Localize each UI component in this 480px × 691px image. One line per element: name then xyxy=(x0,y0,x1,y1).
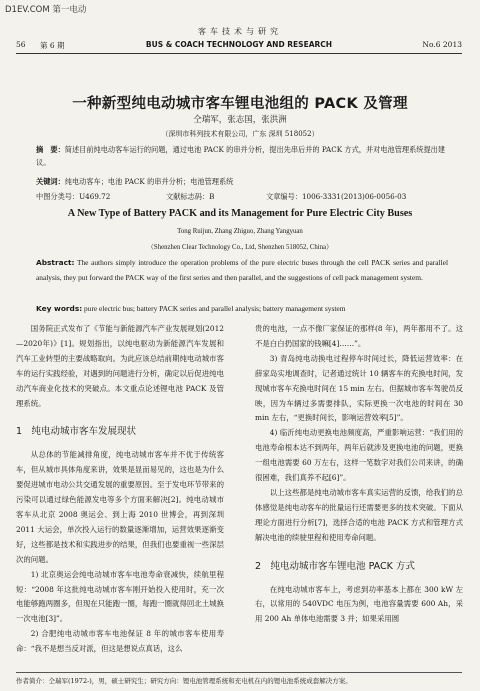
abstract-en-text: The authors simply introduce the operation problems of the pure electric buses through the cell PACK series and parallel analysis, they put forward the PACK way of the first series and then parallel, and the suggestions of cell pack management system. xyxy=(36,258,448,282)
paper-title-cn: 一种新型纯电动城市客车锂电池组的 PACK 及管理 xyxy=(72,96,408,112)
body-column-right xyxy=(255,322,463,627)
keywords-en xyxy=(36,304,448,313)
body-paragraph: 贵的电池，一点不像厂家保证的那样(8 年)，两年都用不了。这不是白白扔国家的钱嘛[4]……”。 xyxy=(255,324,463,348)
body-paragraph: 2) 合肥纯电动城市客车电池保证 8 年的城市客车使用寿命：“我不是想当反对派，但这是想说点真话，这么 xyxy=(16,629,224,654)
body-paragraph: 1) 北京奥运会纯电动城市客车电池寿命衰减快，续航里程短：“2008 年这批纯电动城市客车刚开始投入使用时，充一次电能够跑两圈多，但现在只能跑一圈，每跑一圈就得回北土城换一次电池[3]”。 xyxy=(16,569,224,624)
body-paragraph: 从总体的节能减排角度，纯电动城市客车并不优于传统客车，但从城市具体角度来讲，效果是显而易见的，这也是为什么要促进城市电动公共交通发展的重要原因。至于发电环节带来的污染可以通过绿色能源发电等多个方面来解决[2]。纯电动城市客车从北京 2008 奥运会、到上海 2010 世博会，再到深圳 2011 大运会，单次投入运行的数量逐渐增加，运营效果逐渐变好，这些都是技术和实践进步的结果，但我们也要重视一些深层次的问题。 xyxy=(16,450,224,564)
section-2-heading: 2 纯电动城市客车锂电池 PACK 方式 xyxy=(255,560,415,572)
authors-cn: 仝瑞军，张志国，张洪洲 xyxy=(193,115,287,125)
body-column-left xyxy=(16,322,224,657)
site-watermark: D1EV.COM 第一电动 xyxy=(5,5,87,15)
paper-title-en: A New Type of Battery PACK and its Management for Pure Electric City Buses xyxy=(67,208,413,219)
affiliation-cn: （深圳市科列技术有限公司，广东 深圳 518052） xyxy=(161,130,319,138)
abstract-en xyxy=(36,256,448,285)
body-paragraph: 在纯电动城市客车上，考虑到功率基本上都在 300 kW 左右，以常用的 540VDC 电压为例，电池容量需要 600 Ah，采用 200 Ah 单体电池需要 3 并；如果采用圆 xyxy=(255,584,463,624)
author-footnote: 作者简介：仝瑞军(1972-)，男，硕士研究生；研究方向：锂电池管理系统和充电机在内的锂电池系统成套解决方案。 xyxy=(16,672,462,685)
running-header xyxy=(16,40,462,52)
document-code: 文献标志码：B xyxy=(166,192,215,201)
journal-name-cn: 客车技术与研究 xyxy=(198,27,282,36)
page-number: 56 xyxy=(16,40,26,49)
keywords-en-label: Key words: xyxy=(36,304,83,313)
header-rule xyxy=(16,53,462,54)
journal-name-en: BUS & COACH TECHNOLOGY AND RESEARCH xyxy=(145,40,333,49)
keywords-cn-text: 纯电动客车；电池 PACK 的串并分析；电池管理系统 xyxy=(64,177,234,186)
abstract-cn-text: 简述目前纯电动客车运行的问题，通过电池 PACK 的串并分析，提出先串后并的 PACK 方式，并对电池管理系统提出建议。 xyxy=(36,145,446,167)
abstract-cn-label: 摘 要： xyxy=(36,145,65,154)
abstract-cn xyxy=(36,143,448,169)
body-paragraph: 4) 临沂纯电动更换电池频度高，严重影响运营：“我们用的电池寿命根本达不到两年，两年后就涉及更换电池的问题，更换一组电池需要 60 万左右，这样一笔数字对我们公司来讲，的确很困难，我们真养不起[6]”。 xyxy=(255,428,463,483)
clc-number: 中图分类号：U469.72 xyxy=(36,192,111,201)
issue-label: 第 6 期 xyxy=(40,41,65,50)
keywords-cn-label: 关键词： xyxy=(36,177,65,186)
issue-number: No.6 2013 xyxy=(422,40,462,49)
article-number: 文章编号：1006-3331(2013)06-0056-03 xyxy=(266,192,407,201)
keywords-cn xyxy=(36,175,448,188)
section-1-heading: 1 纯电动城市客车发展现状 xyxy=(16,426,137,438)
intro-paragraph: 国务院正式发布了《节能与新能源汽车产业发展规划(2012—2020年)》[1]。规划指出，以纯电驱动为新能源汽车发展和汽车工业转型的主要战略取向。为此应该总结前期纯电动城市客车的运行实践经验，对遇到的问题进行分析，确定以后促进纯电动汽车商业化技术的突破点。本文重点论述锂电池 PACK 及管理系统。 xyxy=(16,324,224,408)
authors-en: Tong Ruijun, Zhang Zhiguo, Zhang Yangyuan xyxy=(177,228,303,235)
body-paragraph: 3) 青岛纯电动换电过程停车时间过长，降低运营效率：在薛家岛实地调查时，记者通过统计 10 辆客车的充换电时间，发现城市客车充换电时间在 15 min 左右。但据城市客车驾驶员反映，因为车辆过多需要排队，实际更换一次电池的时间在 30 min 左右，“更换时间长，影响运营效率[5]”。 xyxy=(255,353,463,423)
body-paragraph: 以上这些都是纯电动城市客车真实运营的反馈，给我们的总体感觉是纯电动客车的批量运行还需要更多的技术突破。下面从理论方面进行分析[7]，选择合适的电池 PACK 方式和管理方式解决电池的续驶里程和使用寿命问题。 xyxy=(255,487,463,542)
affiliation-en: （Shenzhen Clear Technology Co., Ltd, Shenzhen 518052, China） xyxy=(147,244,333,251)
keywords-en-text: pure electric bus; battery PACK series and parallel analysis; battery management system xyxy=(82,304,346,313)
classification-line xyxy=(36,192,448,204)
abstract-en-label: Abstract: xyxy=(36,258,75,267)
